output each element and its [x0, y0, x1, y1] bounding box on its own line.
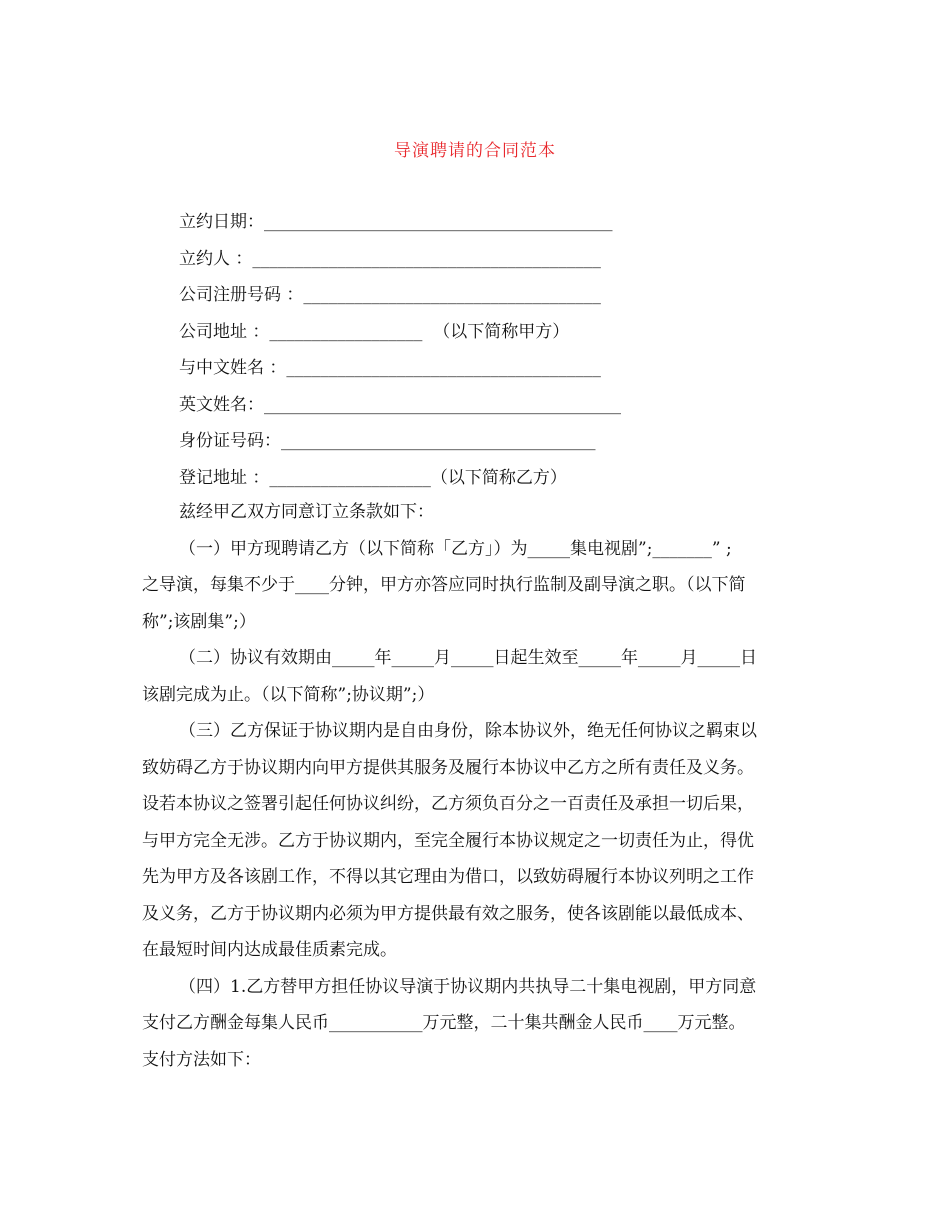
- field-signing-date: 立约日期：_________________________________________: [179, 212, 613, 232]
- clause-4-line-3: 支付方法如下：: [142, 1049, 261, 1070]
- field-registered-address: 登记地址 ：___________________（以下简称乙方）: [179, 467, 567, 488]
- clause-4-line-2: 支付乙方酬金每集人民币___________万元整，二十集共酬金人民币____万元整。: [142, 1013, 746, 1033]
- clause-3: [142, 713, 812, 969]
- clause-1-line-1: （一）甲方现聘请乙方（以下简称「乙方」）为_____集电视剧”;_______” ;: [179, 538, 732, 559]
- clause-2: [142, 640, 812, 713]
- clause-2-line-2: 该剧完成为止。（以下简称”;协议期”;）: [142, 684, 435, 705]
- contract-body: [142, 494, 812, 1078]
- intro-text: 兹经甲乙双方同意订立条款如下：: [179, 502, 434, 522]
- clause-3-line-4: 与甲方完全无涉。乙方于协议期内，至完全履行本协议规定之一切责任为止，得优: [142, 830, 754, 851]
- clause-1-line-3: 称”;该剧集”;）: [142, 611, 256, 632]
- field-company-address: 公司地址 ：__________________ （以下简称甲方）: [179, 321, 570, 342]
- clause-3-line-2: 致妨碍乙方于协议期内向甲方提供其服务及履行本协议中乙方之所有责任及义务。: [142, 757, 754, 778]
- field-company-registration: 公司注册号码 ：___________________________________: [179, 285, 601, 305]
- clause-3-line-7: 在最短时间内达成最佳质素完成。: [142, 940, 397, 960]
- clause-1-line-2: 之导演，每集不少于____分钟，甲方亦答应同时执行监制及副导演之职。（以下简: [142, 575, 746, 595]
- clause-2-line-1: （二）协议有效期由_____年_____月_____日起生效至_____年_____月_____日: [179, 648, 757, 668]
- contract-fields: [179, 204, 621, 496]
- clause-3-line-1: （三）乙方保证于协议期内是自由身份，除本协议外，绝无任何协议之羁束以: [179, 721, 757, 741]
- page-title: 导演聘请的合同范本: [394, 141, 556, 161]
- field-id-number: 身份证号码：_____________________________________: [179, 431, 596, 451]
- clause-3-line-5: 先为甲方及各该剧工作，不得以其它理由为借口，以致妨碍履行本协议列明之工作: [142, 867, 754, 887]
- clause-4: [142, 969, 812, 1079]
- field-contracting-party: 立约人 ：_________________________________________: [179, 248, 601, 269]
- field-chinese-name: 与中文姓名 ：_____________________________________: [179, 358, 601, 378]
- clause-4-line-1: （四）1.乙方替甲方担任协议导演于协议期内共执导二十集电视剧，甲方同意: [179, 976, 757, 997]
- clause-1: [142, 531, 812, 641]
- field-english-name: 英文姓名：__________________________________________: [179, 394, 621, 415]
- clause-3-line-6: 及义务，乙方于协议期内必须为甲方提供最有效之服务，使各该剧能以最低成本、: [142, 903, 754, 924]
- clause-3-line-3: 设若本协议之签署引起任何协议纠纷，乙方须负百分之一百责任及承担一切后果，: [142, 794, 754, 814]
